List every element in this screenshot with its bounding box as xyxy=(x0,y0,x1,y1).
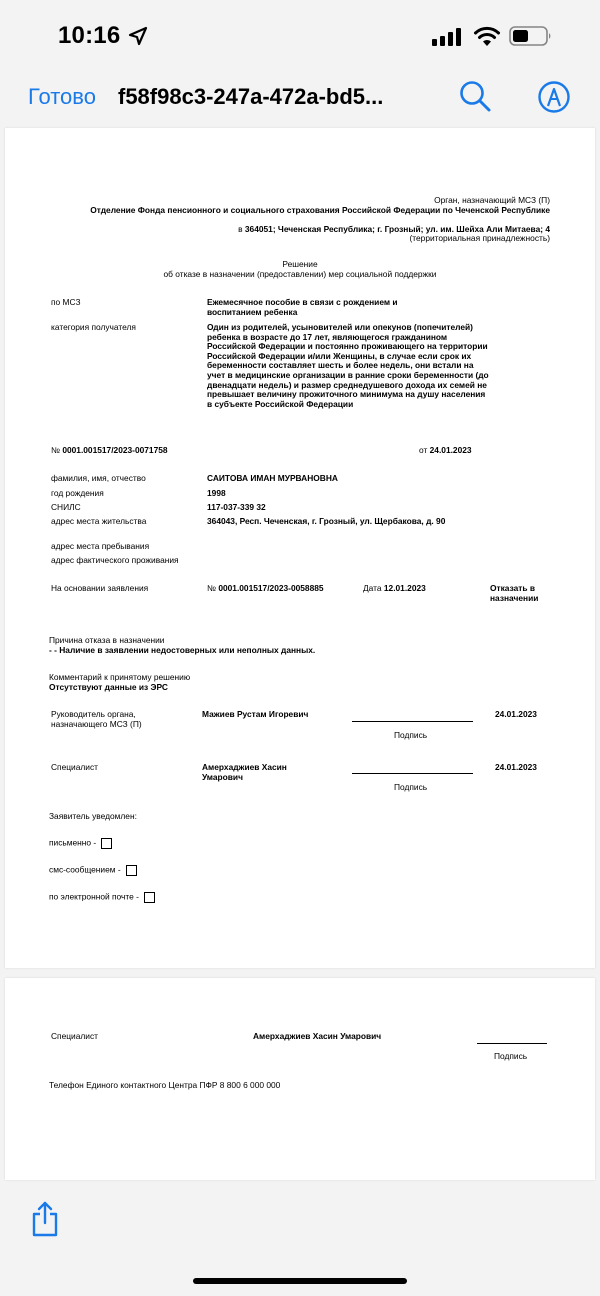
page2-specialist-name: Амерхаджиев Хасин Умарович xyxy=(253,1031,382,1041)
location-arrow-icon xyxy=(128,26,148,46)
markup-pen-icon[interactable] xyxy=(537,80,571,114)
head-signature-caption: Подпись xyxy=(394,730,428,740)
specialist-date: 24.01.2023 xyxy=(495,762,537,772)
basis-label: На основании заявления xyxy=(51,583,149,593)
head-name: Мажиев Рустам Игоревич xyxy=(202,709,309,719)
head-label: Руководитель органа, назначающего МСЗ (П) xyxy=(51,709,142,729)
org-label: Орган, назначающий МСЗ (П) xyxy=(434,195,550,205)
territorial-note: (территориальная принадлежность) xyxy=(409,233,550,243)
specialist-label: Специалист xyxy=(51,762,98,772)
status-time: 10:16 xyxy=(58,22,121,49)
document-title: f58f98c3-247a-472a-bd5... xyxy=(118,84,384,109)
snils-label: СНИЛС xyxy=(51,502,81,512)
birth-value: 1998 xyxy=(207,488,226,498)
msz-label: по МСЗ xyxy=(51,297,81,307)
written-checkbox[interactable] xyxy=(101,838,112,849)
reason-label: Причина отказа в назначении xyxy=(49,635,165,645)
refuse-text: Отказать в назначении xyxy=(490,583,539,603)
battery-icon xyxy=(509,26,553,46)
org-address: в 364051; Чеченская Республика; г. Грозный; ул. им. Шейха Али Митаева; 4 xyxy=(238,224,550,234)
residence-label: адрес места жительства xyxy=(51,516,147,526)
search-icon[interactable] xyxy=(458,79,492,113)
specialist-signature-caption: Подпись xyxy=(394,782,428,792)
page2-signature-line xyxy=(477,1043,547,1044)
actual-label: адрес фактического проживания xyxy=(51,555,179,565)
comment-label: Комментарий к принятому решению xyxy=(49,672,191,682)
head-signature-line xyxy=(352,721,473,722)
notify-email: по электронной почте - xyxy=(49,892,155,903)
comment-value: Отсутствуют данные из ЭРС xyxy=(49,682,168,692)
email-checkbox[interactable] xyxy=(144,892,155,903)
snils-value: 117-037-339 32 xyxy=(207,502,266,512)
done-button[interactable]: Готово xyxy=(28,84,96,109)
decision-subtitle: об отказе в назначении (предоставлении) мер социальной поддержки xyxy=(163,269,437,279)
org-name: Отделение Фонда пенсионного и социального страхования Российской Федерации по Чеченской Республике xyxy=(90,205,550,215)
application-number: № 0001.001517/2023-0058885 xyxy=(207,583,324,593)
category-label: категория получателя xyxy=(51,322,136,332)
category-value: Один из родителей, усыновителей или опекунов (попечителей) ребенка в возрасте до 17 лет, являющегося гражданином Российской Федерации и постоянно проживающего на территории Российской Федерации и/или Женщины, в случае если срок их беременности составляет шесть и более недель, они встали на учет в медицинские организации в ранние сроки беременности (до двенадцати недель) и размер среднедушевого дохода их семей не превышает величину прожиточного минимума на душу населения в субъекте Российской Федерации xyxy=(207,322,489,409)
specialist-signature-line xyxy=(352,773,473,774)
msz-value: Ежемесячное пособие в связи с рождением и воспитанием ребенка xyxy=(207,297,398,317)
document-page-1 xyxy=(5,128,595,968)
notify-sms: смс-сообщением - xyxy=(49,865,137,876)
specialist-name: Амерхаджиев Хасин Умарович xyxy=(202,762,287,782)
notified-label: Заявитель уведомлен: xyxy=(49,811,137,821)
cellular-signal-icon xyxy=(432,28,462,46)
decision-title: Решение xyxy=(282,259,318,269)
fio-label: фамилия, имя, отчество xyxy=(51,473,146,483)
decision-date: от 24.01.2023 xyxy=(419,445,472,455)
home-indicator[interactable] xyxy=(193,1278,407,1284)
stay-label: адрес места пребывания xyxy=(51,541,150,551)
head-date: 24.01.2023 xyxy=(495,709,537,719)
contact-phone: Телефон Единого контактного Центра ПФР 8 800 6 000 000 xyxy=(49,1080,281,1090)
page2-signature-caption: Подпись xyxy=(494,1051,528,1061)
fio-value: САИТОВА ИМАН МУРВАНОВНА xyxy=(207,473,338,483)
birth-label: год рождения xyxy=(51,488,104,498)
application-date: Дата 12.01.2023 xyxy=(363,583,426,593)
reason-value: - - Наличие в заявлении недостоверных или неполных данных. xyxy=(49,645,316,655)
sms-checkbox[interactable] xyxy=(126,865,137,876)
share-icon[interactable] xyxy=(30,1200,60,1238)
decision-number: № 0001.001517/2023-0071758 xyxy=(51,445,168,455)
page2-specialist-label: Специалист xyxy=(51,1031,98,1041)
document-page-2 xyxy=(5,978,595,1180)
wifi-icon xyxy=(473,25,501,47)
notify-written: письменно - xyxy=(49,838,112,849)
residence-value: 364043, Респ. Чеченская, г. Грозный, ул. Щербакова, д. 90 xyxy=(207,516,446,526)
